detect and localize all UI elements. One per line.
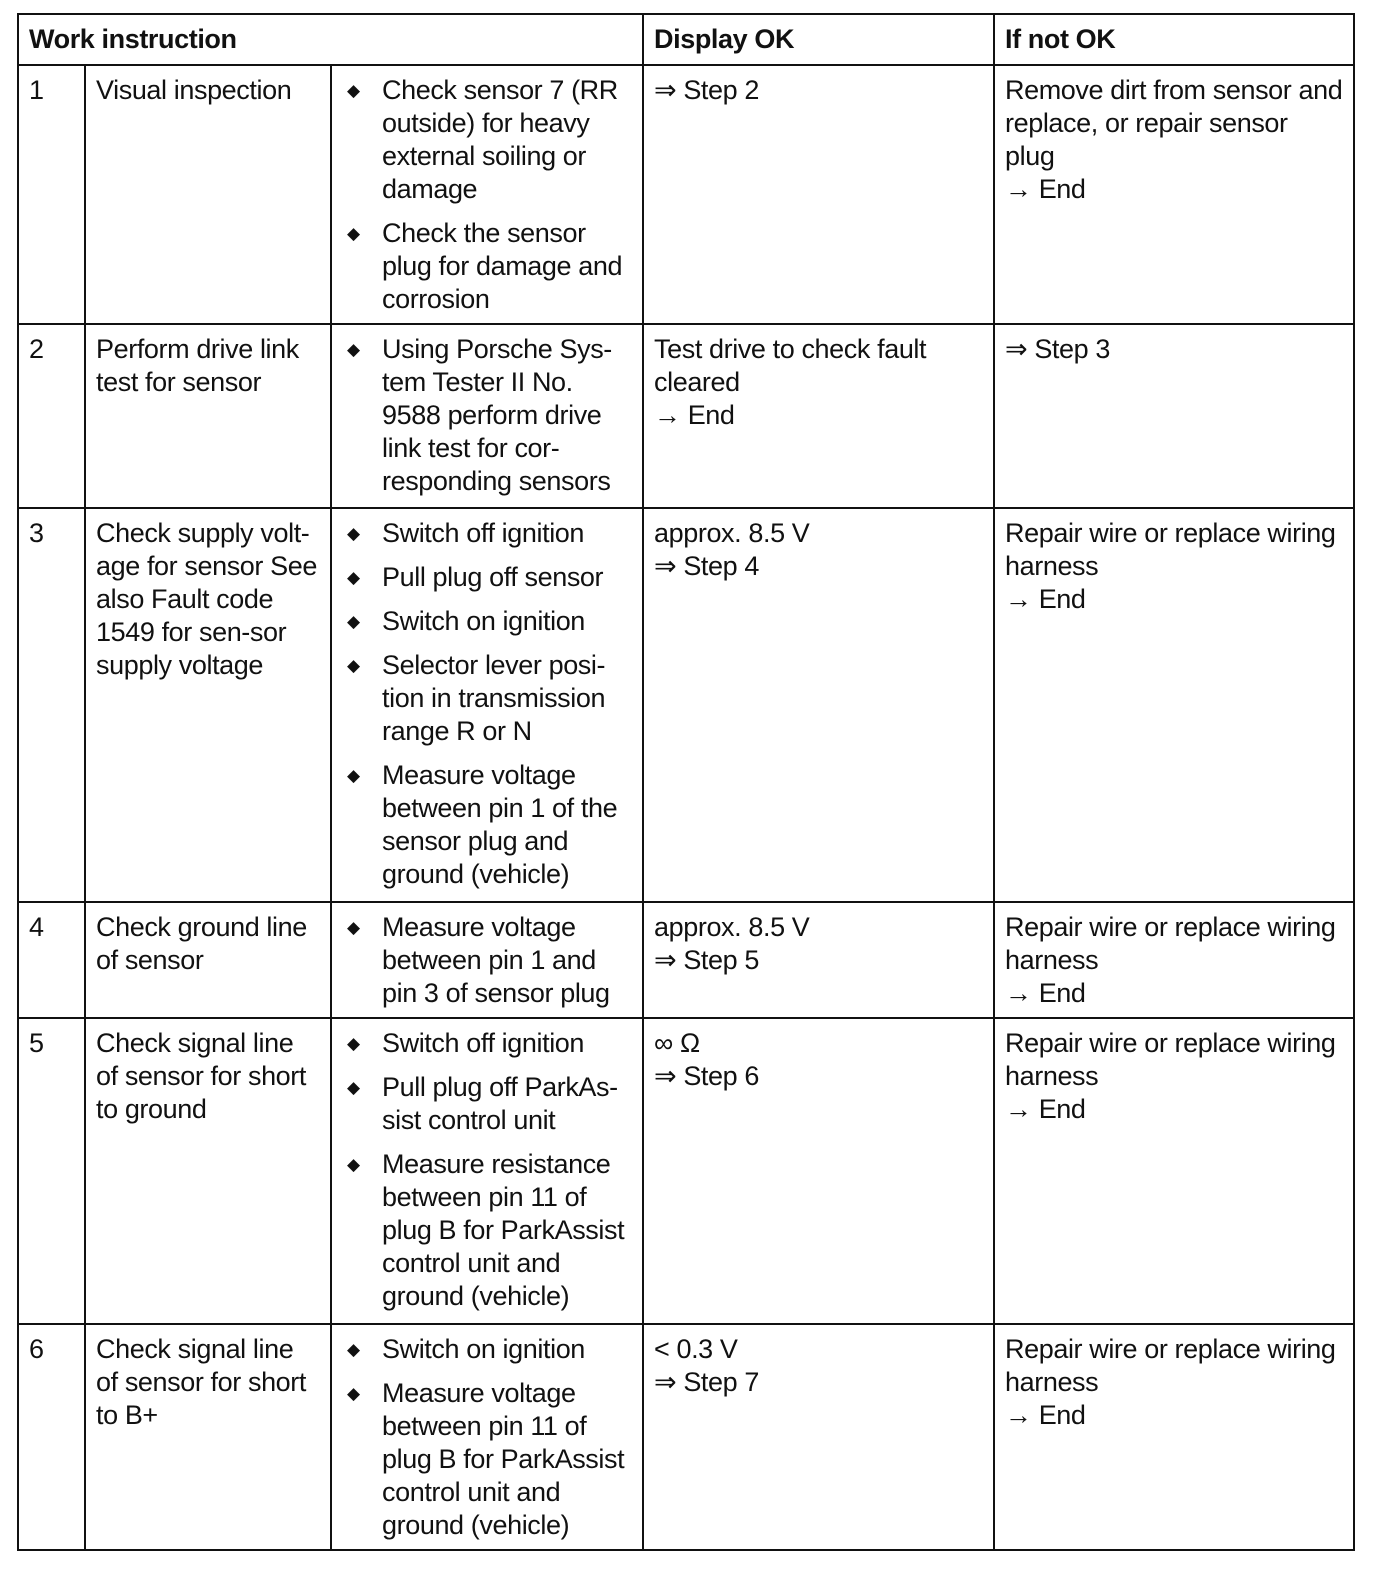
action-text: Switch on ignition bbox=[382, 1334, 585, 1364]
display-ok-line: approx. 8.5 V bbox=[654, 518, 810, 548]
action-list bbox=[342, 911, 633, 1010]
step-actions bbox=[331, 324, 643, 508]
table-header-row bbox=[18, 14, 1354, 65]
action-item bbox=[342, 517, 633, 550]
if-not-ok-cell bbox=[994, 1018, 1354, 1324]
action-item bbox=[342, 649, 633, 748]
action-text: Pull plug off sensor bbox=[382, 562, 604, 592]
action-item bbox=[342, 333, 633, 498]
display-ok-cell bbox=[643, 1018, 994, 1324]
display-ok-line: approx. 8.5 V bbox=[654, 912, 810, 942]
header-if-not-ok: If not OK bbox=[994, 14, 1354, 65]
step-title: Check ground line of sensor bbox=[85, 902, 331, 1018]
if-not-ok-cell bbox=[994, 508, 1354, 902]
table-row bbox=[18, 902, 1354, 1018]
bullet-diamond-icon: ◆ bbox=[347, 656, 360, 675]
display-ok-cell bbox=[643, 1324, 994, 1550]
bullet-diamond-icon: ◆ bbox=[347, 1340, 360, 1359]
display-ok-line: ⇒ Step 5 bbox=[654, 945, 759, 975]
if-not-ok-cell bbox=[994, 902, 1354, 1018]
display-ok-line: → End bbox=[654, 400, 735, 430]
bullet-diamond-icon: ◆ bbox=[347, 766, 360, 785]
if-not-ok-line: ⇒ Step 3 bbox=[1005, 334, 1110, 364]
display-ok-line: ⇒ Step 6 bbox=[654, 1061, 759, 1091]
action-text: Measure voltage between pin 1 of the sensor plug and ground (vehicle) bbox=[382, 760, 618, 889]
step-title: Check signal line of sensor for short to B+ bbox=[85, 1324, 331, 1550]
bullet-diamond-icon: ◆ bbox=[347, 918, 360, 937]
action-text: Switch on ignition bbox=[382, 606, 585, 636]
bullet-diamond-icon: ◆ bbox=[347, 1034, 360, 1053]
if-not-ok-line: → End bbox=[1005, 978, 1086, 1008]
display-ok-cell bbox=[643, 65, 994, 324]
if-not-ok-cell bbox=[994, 1324, 1354, 1550]
action-text: Measure voltage between pin 11 of plug B for ParkAssist control unit and ground (vehicle) bbox=[382, 1378, 625, 1540]
display-ok-line: Test drive to check fault cleared bbox=[654, 334, 927, 397]
table-row bbox=[18, 324, 1354, 508]
step-actions bbox=[331, 1324, 643, 1550]
step-title: Visual inspection bbox=[85, 65, 331, 324]
action-item bbox=[342, 74, 633, 206]
if-not-ok-line: → End bbox=[1005, 174, 1086, 204]
step-actions bbox=[331, 902, 643, 1018]
action-item bbox=[342, 911, 633, 1010]
bullet-diamond-icon: ◆ bbox=[347, 340, 360, 359]
if-not-ok-line: → End bbox=[1005, 1400, 1086, 1430]
action-list bbox=[342, 1333, 633, 1542]
step-number: 4 bbox=[18, 902, 85, 1018]
bullet-diamond-icon: ◆ bbox=[347, 568, 360, 587]
bullet-diamond-icon: ◆ bbox=[347, 1155, 360, 1174]
table-body bbox=[18, 65, 1354, 1550]
step-number: 1 bbox=[18, 65, 85, 324]
display-ok-line: ⇒ Step 4 bbox=[654, 551, 759, 581]
display-ok-line: < 0.3 V bbox=[654, 1334, 738, 1364]
step-actions bbox=[331, 65, 643, 324]
action-text: Check the sensor plug for damage and corrosion bbox=[382, 218, 623, 314]
if-not-ok-line: Repair wire or replace wiring harness bbox=[1005, 912, 1336, 975]
action-list bbox=[342, 74, 633, 316]
step-number: 6 bbox=[18, 1324, 85, 1550]
action-text: Switch off ignition bbox=[382, 518, 585, 548]
action-item bbox=[342, 1377, 633, 1542]
action-item bbox=[342, 1071, 633, 1137]
if-not-ok-line: → End bbox=[1005, 1094, 1086, 1124]
if-not-ok-cell bbox=[994, 324, 1354, 508]
bullet-diamond-icon: ◆ bbox=[347, 1078, 360, 1097]
display-ok-cell bbox=[643, 324, 994, 508]
header-display-ok: Display OK bbox=[643, 14, 994, 65]
step-number: 5 bbox=[18, 1018, 85, 1324]
step-title: Check signal line of sensor for short to ground bbox=[85, 1018, 331, 1324]
bullet-diamond-icon: ◆ bbox=[347, 81, 360, 100]
action-item bbox=[342, 1148, 633, 1313]
step-number: 2 bbox=[18, 324, 85, 508]
step-title: Perform drive link test for sensor bbox=[85, 324, 331, 508]
display-ok-cell bbox=[643, 508, 994, 902]
table-row bbox=[18, 1018, 1354, 1324]
display-ok-cell bbox=[643, 902, 994, 1018]
action-text: Check sensor 7 (RR outside) for heavy external soiling or damage bbox=[382, 75, 618, 204]
display-ok-line: ∞ Ω bbox=[654, 1028, 700, 1058]
bullet-diamond-icon: ◆ bbox=[347, 524, 360, 543]
bullet-diamond-icon: ◆ bbox=[347, 612, 360, 631]
action-text: Pull plug off ParkAs-sist control unit bbox=[382, 1072, 618, 1135]
if-not-ok-cell bbox=[994, 65, 1354, 324]
action-text: Switch off ignition bbox=[382, 1028, 585, 1058]
action-item bbox=[342, 1027, 633, 1060]
action-text: Selector lever posi-tion in transmission range R or N bbox=[382, 650, 606, 746]
if-not-ok-line: Repair wire or replace wiring harness bbox=[1005, 1028, 1336, 1091]
action-item bbox=[342, 1333, 633, 1366]
action-item bbox=[342, 759, 633, 891]
step-actions bbox=[331, 1018, 643, 1324]
if-not-ok-line: → End bbox=[1005, 584, 1086, 614]
step-title: Check supply volt-age for sensor See also Fault code 1549 for sen-sor supply voltage bbox=[85, 508, 331, 902]
action-list bbox=[342, 517, 633, 891]
action-text: Using Porsche Sys-tem Tester II No. 9588 perform drive link test for cor-responding sensors bbox=[382, 334, 612, 496]
bullet-diamond-icon: ◆ bbox=[347, 1384, 360, 1403]
header-work-instruction: Work instruction bbox=[18, 14, 643, 65]
table-row bbox=[18, 508, 1354, 902]
if-not-ok-line: Remove dirt from sensor and replace, or repair sensor plug bbox=[1005, 75, 1343, 171]
table-row bbox=[18, 1324, 1354, 1550]
action-item bbox=[342, 605, 633, 638]
work-instruction-table bbox=[17, 13, 1355, 1551]
if-not-ok-line: Repair wire or replace wiring harness bbox=[1005, 518, 1336, 581]
table-row bbox=[18, 65, 1354, 324]
bullet-diamond-icon: ◆ bbox=[347, 224, 360, 243]
action-list bbox=[342, 333, 633, 498]
action-text: Measure voltage between pin 1 and pin 3 of sensor plug bbox=[382, 912, 610, 1008]
display-ok-line: ⇒ Step 2 bbox=[654, 75, 759, 105]
display-ok-line: ⇒ Step 7 bbox=[654, 1367, 759, 1397]
step-number: 3 bbox=[18, 508, 85, 902]
action-item bbox=[342, 217, 633, 316]
step-actions bbox=[331, 508, 643, 902]
action-text: Measure resistance between pin 11 of plug B for ParkAssist control unit and ground (vehicle) bbox=[382, 1149, 625, 1311]
if-not-ok-line: Repair wire or replace wiring harness bbox=[1005, 1334, 1336, 1397]
action-item bbox=[342, 561, 633, 594]
action-list bbox=[342, 1027, 633, 1313]
